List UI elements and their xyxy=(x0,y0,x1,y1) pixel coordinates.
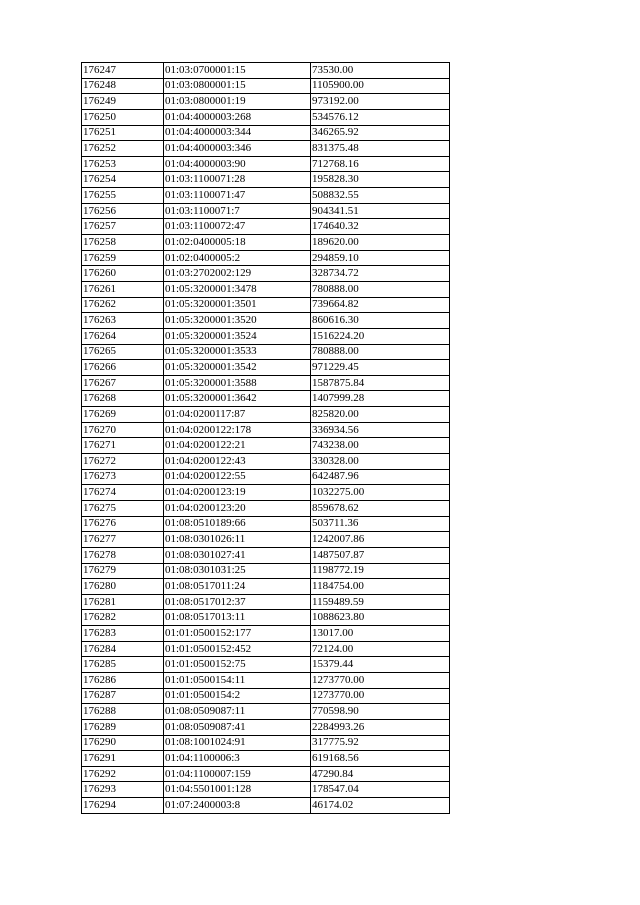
amount-cell: 73530.00 xyxy=(311,63,450,79)
table-row xyxy=(82,547,450,563)
table-row xyxy=(82,516,450,532)
amount-cell: 330328.00 xyxy=(311,454,450,470)
table-row xyxy=(82,344,450,360)
cadastral-number-cell: 01:05:3200001:3542 xyxy=(164,360,311,376)
amount-cell: 174640.32 xyxy=(311,219,450,235)
amount-cell: 336934.56 xyxy=(311,422,450,438)
table-row xyxy=(82,125,450,141)
table-row xyxy=(82,281,450,297)
table-row xyxy=(82,63,450,79)
record-id-cell: 176258 xyxy=(82,235,164,251)
table-row xyxy=(82,188,450,204)
cadastral-number-cell: 01:03:0800001:15 xyxy=(164,78,311,94)
table-row xyxy=(82,156,450,172)
amount-cell: 317775.92 xyxy=(311,735,450,751)
amount-cell: 743238.00 xyxy=(311,438,450,454)
cadastral-number-cell: 01:05:3200001:3524 xyxy=(164,328,311,344)
table-body xyxy=(82,63,450,814)
amount-cell: 619168.56 xyxy=(311,751,450,767)
cadastral-number-cell: 01:05:3200001:3478 xyxy=(164,281,311,297)
cadastral-number-cell: 01:05:3200001:3588 xyxy=(164,375,311,391)
record-id-cell: 176252 xyxy=(82,141,164,157)
record-id-cell: 176266 xyxy=(82,360,164,376)
cadastral-number-cell: 01:07:2400003:8 xyxy=(164,798,311,814)
table-row xyxy=(82,579,450,595)
amount-cell: 15379.44 xyxy=(311,657,450,673)
amount-cell: 534576.12 xyxy=(311,109,450,125)
table-row xyxy=(82,78,450,94)
cadastral-number-cell: 01:04:4000003:90 xyxy=(164,156,311,172)
amount-cell: 642487.96 xyxy=(311,469,450,485)
record-id-cell: 176284 xyxy=(82,641,164,657)
table-row xyxy=(82,563,450,579)
amount-cell: 1105900.00 xyxy=(311,78,450,94)
table-row xyxy=(82,641,450,657)
table-row xyxy=(82,313,450,329)
record-id-cell: 176272 xyxy=(82,454,164,470)
record-id-cell: 176291 xyxy=(82,751,164,767)
amount-cell: 508832.55 xyxy=(311,188,450,204)
table-row xyxy=(82,360,450,376)
cadastral-number-cell: 01:04:0200122:43 xyxy=(164,454,311,470)
amount-cell: 859678.62 xyxy=(311,500,450,516)
amount-cell: 346265.92 xyxy=(311,125,450,141)
table-row xyxy=(82,657,450,673)
table-row xyxy=(82,454,450,470)
table-row xyxy=(82,141,450,157)
amount-cell: 1587875.84 xyxy=(311,375,450,391)
table-row xyxy=(82,500,450,516)
record-id-cell: 176285 xyxy=(82,657,164,673)
amount-cell: 1516224.20 xyxy=(311,328,450,344)
record-id-cell: 176265 xyxy=(82,344,164,360)
cadastral-number-cell: 01:04:0200117:87 xyxy=(164,407,311,423)
amount-cell: 13017.00 xyxy=(311,626,450,642)
table-row xyxy=(82,626,450,642)
amount-cell: 1273770.00 xyxy=(311,688,450,704)
amount-cell: 1242007.86 xyxy=(311,532,450,548)
cadastral-number-cell: 01:08:0301031:25 xyxy=(164,563,311,579)
amount-cell: 1487507.87 xyxy=(311,547,450,563)
table-row xyxy=(82,485,450,501)
cadastral-number-cell: 01:04:0200123:19 xyxy=(164,485,311,501)
cadastral-number-cell: 01:02:0400005:18 xyxy=(164,235,311,251)
record-id-cell: 176281 xyxy=(82,594,164,610)
table-row xyxy=(82,266,450,282)
cadastral-number-cell: 01:08:0517012:37 xyxy=(164,594,311,610)
record-id-cell: 176263 xyxy=(82,313,164,329)
table-row xyxy=(82,594,450,610)
amount-cell: 72124.00 xyxy=(311,641,450,657)
record-id-cell: 176282 xyxy=(82,610,164,626)
record-id-cell: 176288 xyxy=(82,704,164,720)
record-id-cell: 176279 xyxy=(82,563,164,579)
cadastral-number-cell: 01:04:4000003:268 xyxy=(164,109,311,125)
record-id-cell: 176280 xyxy=(82,579,164,595)
table-row xyxy=(82,375,450,391)
record-id-cell: 176257 xyxy=(82,219,164,235)
record-id-cell: 176262 xyxy=(82,297,164,313)
record-id-cell: 176247 xyxy=(82,63,164,79)
cadastral-number-cell: 01:01:0500152:452 xyxy=(164,641,311,657)
table-row xyxy=(82,782,450,798)
cadastral-number-cell: 01:04:0200122:55 xyxy=(164,469,311,485)
record-id-cell: 176293 xyxy=(82,782,164,798)
cadastral-number-cell: 01:04:5501001:128 xyxy=(164,782,311,798)
table-row xyxy=(82,94,450,110)
table-row xyxy=(82,719,450,735)
cadastral-number-cell: 01:04:4000003:346 xyxy=(164,141,311,157)
amount-cell: 195828.30 xyxy=(311,172,450,188)
cadastral-number-cell: 01:04:1100007:159 xyxy=(164,766,311,782)
table-row xyxy=(82,235,450,251)
amount-cell: 189620.00 xyxy=(311,235,450,251)
record-id-cell: 176289 xyxy=(82,719,164,735)
table-row xyxy=(82,422,450,438)
cadastral-number-cell: 01:04:0200122:21 xyxy=(164,438,311,454)
cadastral-number-cell: 01:01:0500154:2 xyxy=(164,688,311,704)
cadastral-number-cell: 01:08:0301026:11 xyxy=(164,532,311,548)
cadastral-number-cell: 01:03:2702002:129 xyxy=(164,266,311,282)
record-id-cell: 176256 xyxy=(82,203,164,219)
table-row xyxy=(82,704,450,720)
amount-cell: 831375.48 xyxy=(311,141,450,157)
cadastral-number-cell: 01:08:0509087:11 xyxy=(164,704,311,720)
cadastral-number-cell: 01:03:1100071:7 xyxy=(164,203,311,219)
amount-cell: 780888.00 xyxy=(311,281,450,297)
cadastral-number-cell: 01:08:0509087:41 xyxy=(164,719,311,735)
cadastral-number-cell: 01:01:0500152:177 xyxy=(164,626,311,642)
cadastral-number-cell: 01:04:0200122:178 xyxy=(164,422,311,438)
table-row xyxy=(82,172,450,188)
amount-cell: 1273770.00 xyxy=(311,672,450,688)
cadastral-number-cell: 01:03:1100071:47 xyxy=(164,188,311,204)
cadastral-number-cell: 01:04:0200123:20 xyxy=(164,500,311,516)
record-id-cell: 176273 xyxy=(82,469,164,485)
amount-cell: 739664.82 xyxy=(311,297,450,313)
record-id-cell: 176274 xyxy=(82,485,164,501)
cadastral-number-cell: 01:08:1001024:91 xyxy=(164,735,311,751)
record-id-cell: 176251 xyxy=(82,125,164,141)
cadastral-number-cell: 01:01:0500154:11 xyxy=(164,672,311,688)
amount-cell: 1088623.80 xyxy=(311,610,450,626)
record-id-cell: 176283 xyxy=(82,626,164,642)
amount-cell: 294859.10 xyxy=(311,250,450,266)
table-row xyxy=(82,766,450,782)
record-id-cell: 176276 xyxy=(82,516,164,532)
table-row xyxy=(82,469,450,485)
amount-cell: 825820.00 xyxy=(311,407,450,423)
record-id-cell: 176259 xyxy=(82,250,164,266)
amount-cell: 1407999.28 xyxy=(311,391,450,407)
table-row xyxy=(82,203,450,219)
amount-cell: 1198772.19 xyxy=(311,563,450,579)
record-id-cell: 176294 xyxy=(82,798,164,814)
table-row xyxy=(82,407,450,423)
record-id-cell: 176260 xyxy=(82,266,164,282)
record-id-cell: 176255 xyxy=(82,188,164,204)
record-id-cell: 176286 xyxy=(82,672,164,688)
amount-cell: 770598.90 xyxy=(311,704,450,720)
amount-cell: 503711.36 xyxy=(311,516,450,532)
cadastral-number-cell: 01:05:3200001:3642 xyxy=(164,391,311,407)
table-row xyxy=(82,328,450,344)
record-id-cell: 176270 xyxy=(82,422,164,438)
cadastral-number-cell: 01:04:1100006:3 xyxy=(164,751,311,767)
table-row xyxy=(82,297,450,313)
table-row xyxy=(82,391,450,407)
record-id-cell: 176250 xyxy=(82,109,164,125)
cadastral-number-cell: 01:03:0700001:15 xyxy=(164,63,311,79)
cadastral-number-cell: 01:08:0517013:11 xyxy=(164,610,311,626)
record-id-cell: 176278 xyxy=(82,547,164,563)
amount-cell: 712768.16 xyxy=(311,156,450,172)
cadastral-number-cell: 01:05:3200001:3533 xyxy=(164,344,311,360)
cadastral-number-cell: 01:02:0400005:2 xyxy=(164,250,311,266)
record-id-cell: 176268 xyxy=(82,391,164,407)
table-row xyxy=(82,109,450,125)
cadastral-number-cell: 01:05:3200001:3520 xyxy=(164,313,311,329)
record-id-cell: 176261 xyxy=(82,281,164,297)
record-id-cell: 176269 xyxy=(82,407,164,423)
cadastral-number-cell: 01:04:4000003:344 xyxy=(164,125,311,141)
data-table xyxy=(81,62,450,814)
record-id-cell: 176287 xyxy=(82,688,164,704)
amount-cell: 971229.45 xyxy=(311,360,450,376)
table-row xyxy=(82,610,450,626)
table-row xyxy=(82,250,450,266)
record-id-cell: 176292 xyxy=(82,766,164,782)
record-id-cell: 176264 xyxy=(82,328,164,344)
cadastral-number-cell: 01:08:0517011:24 xyxy=(164,579,311,595)
table-row xyxy=(82,688,450,704)
table-row xyxy=(82,219,450,235)
amount-cell: 1032275.00 xyxy=(311,485,450,501)
amount-cell: 860616.30 xyxy=(311,313,450,329)
record-id-cell: 176248 xyxy=(82,78,164,94)
cadastral-number-cell: 01:01:0500152:75 xyxy=(164,657,311,673)
amount-cell: 1184754.00 xyxy=(311,579,450,595)
amount-cell: 1159489.59 xyxy=(311,594,450,610)
record-id-cell: 176267 xyxy=(82,375,164,391)
record-id-cell: 176275 xyxy=(82,500,164,516)
record-id-cell: 176249 xyxy=(82,94,164,110)
table-row xyxy=(82,751,450,767)
amount-cell: 328734.72 xyxy=(311,266,450,282)
table-row xyxy=(82,798,450,814)
record-id-cell: 176277 xyxy=(82,532,164,548)
cadastral-number-cell: 01:03:1100071:28 xyxy=(164,172,311,188)
amount-cell: 780888.00 xyxy=(311,344,450,360)
amount-cell: 973192.00 xyxy=(311,94,450,110)
amount-cell: 46174.02 xyxy=(311,798,450,814)
cadastral-number-cell: 01:08:0301027:41 xyxy=(164,547,311,563)
amount-cell: 178547.04 xyxy=(311,782,450,798)
record-id-cell: 176253 xyxy=(82,156,164,172)
record-id-cell: 176290 xyxy=(82,735,164,751)
record-id-cell: 176271 xyxy=(82,438,164,454)
record-id-cell: 176254 xyxy=(82,172,164,188)
cadastral-number-cell: 01:05:3200001:3501 xyxy=(164,297,311,313)
table-row xyxy=(82,438,450,454)
cadastral-number-cell: 01:03:1100072:47 xyxy=(164,219,311,235)
amount-cell: 47290.84 xyxy=(311,766,450,782)
amount-cell: 904341.51 xyxy=(311,203,450,219)
table-row xyxy=(82,532,450,548)
cadastral-number-cell: 01:08:0510189:66 xyxy=(164,516,311,532)
amount-cell: 2284993.26 xyxy=(311,719,450,735)
cadastral-number-cell: 01:03:0800001:19 xyxy=(164,94,311,110)
table-row xyxy=(82,672,450,688)
table-row xyxy=(82,735,450,751)
